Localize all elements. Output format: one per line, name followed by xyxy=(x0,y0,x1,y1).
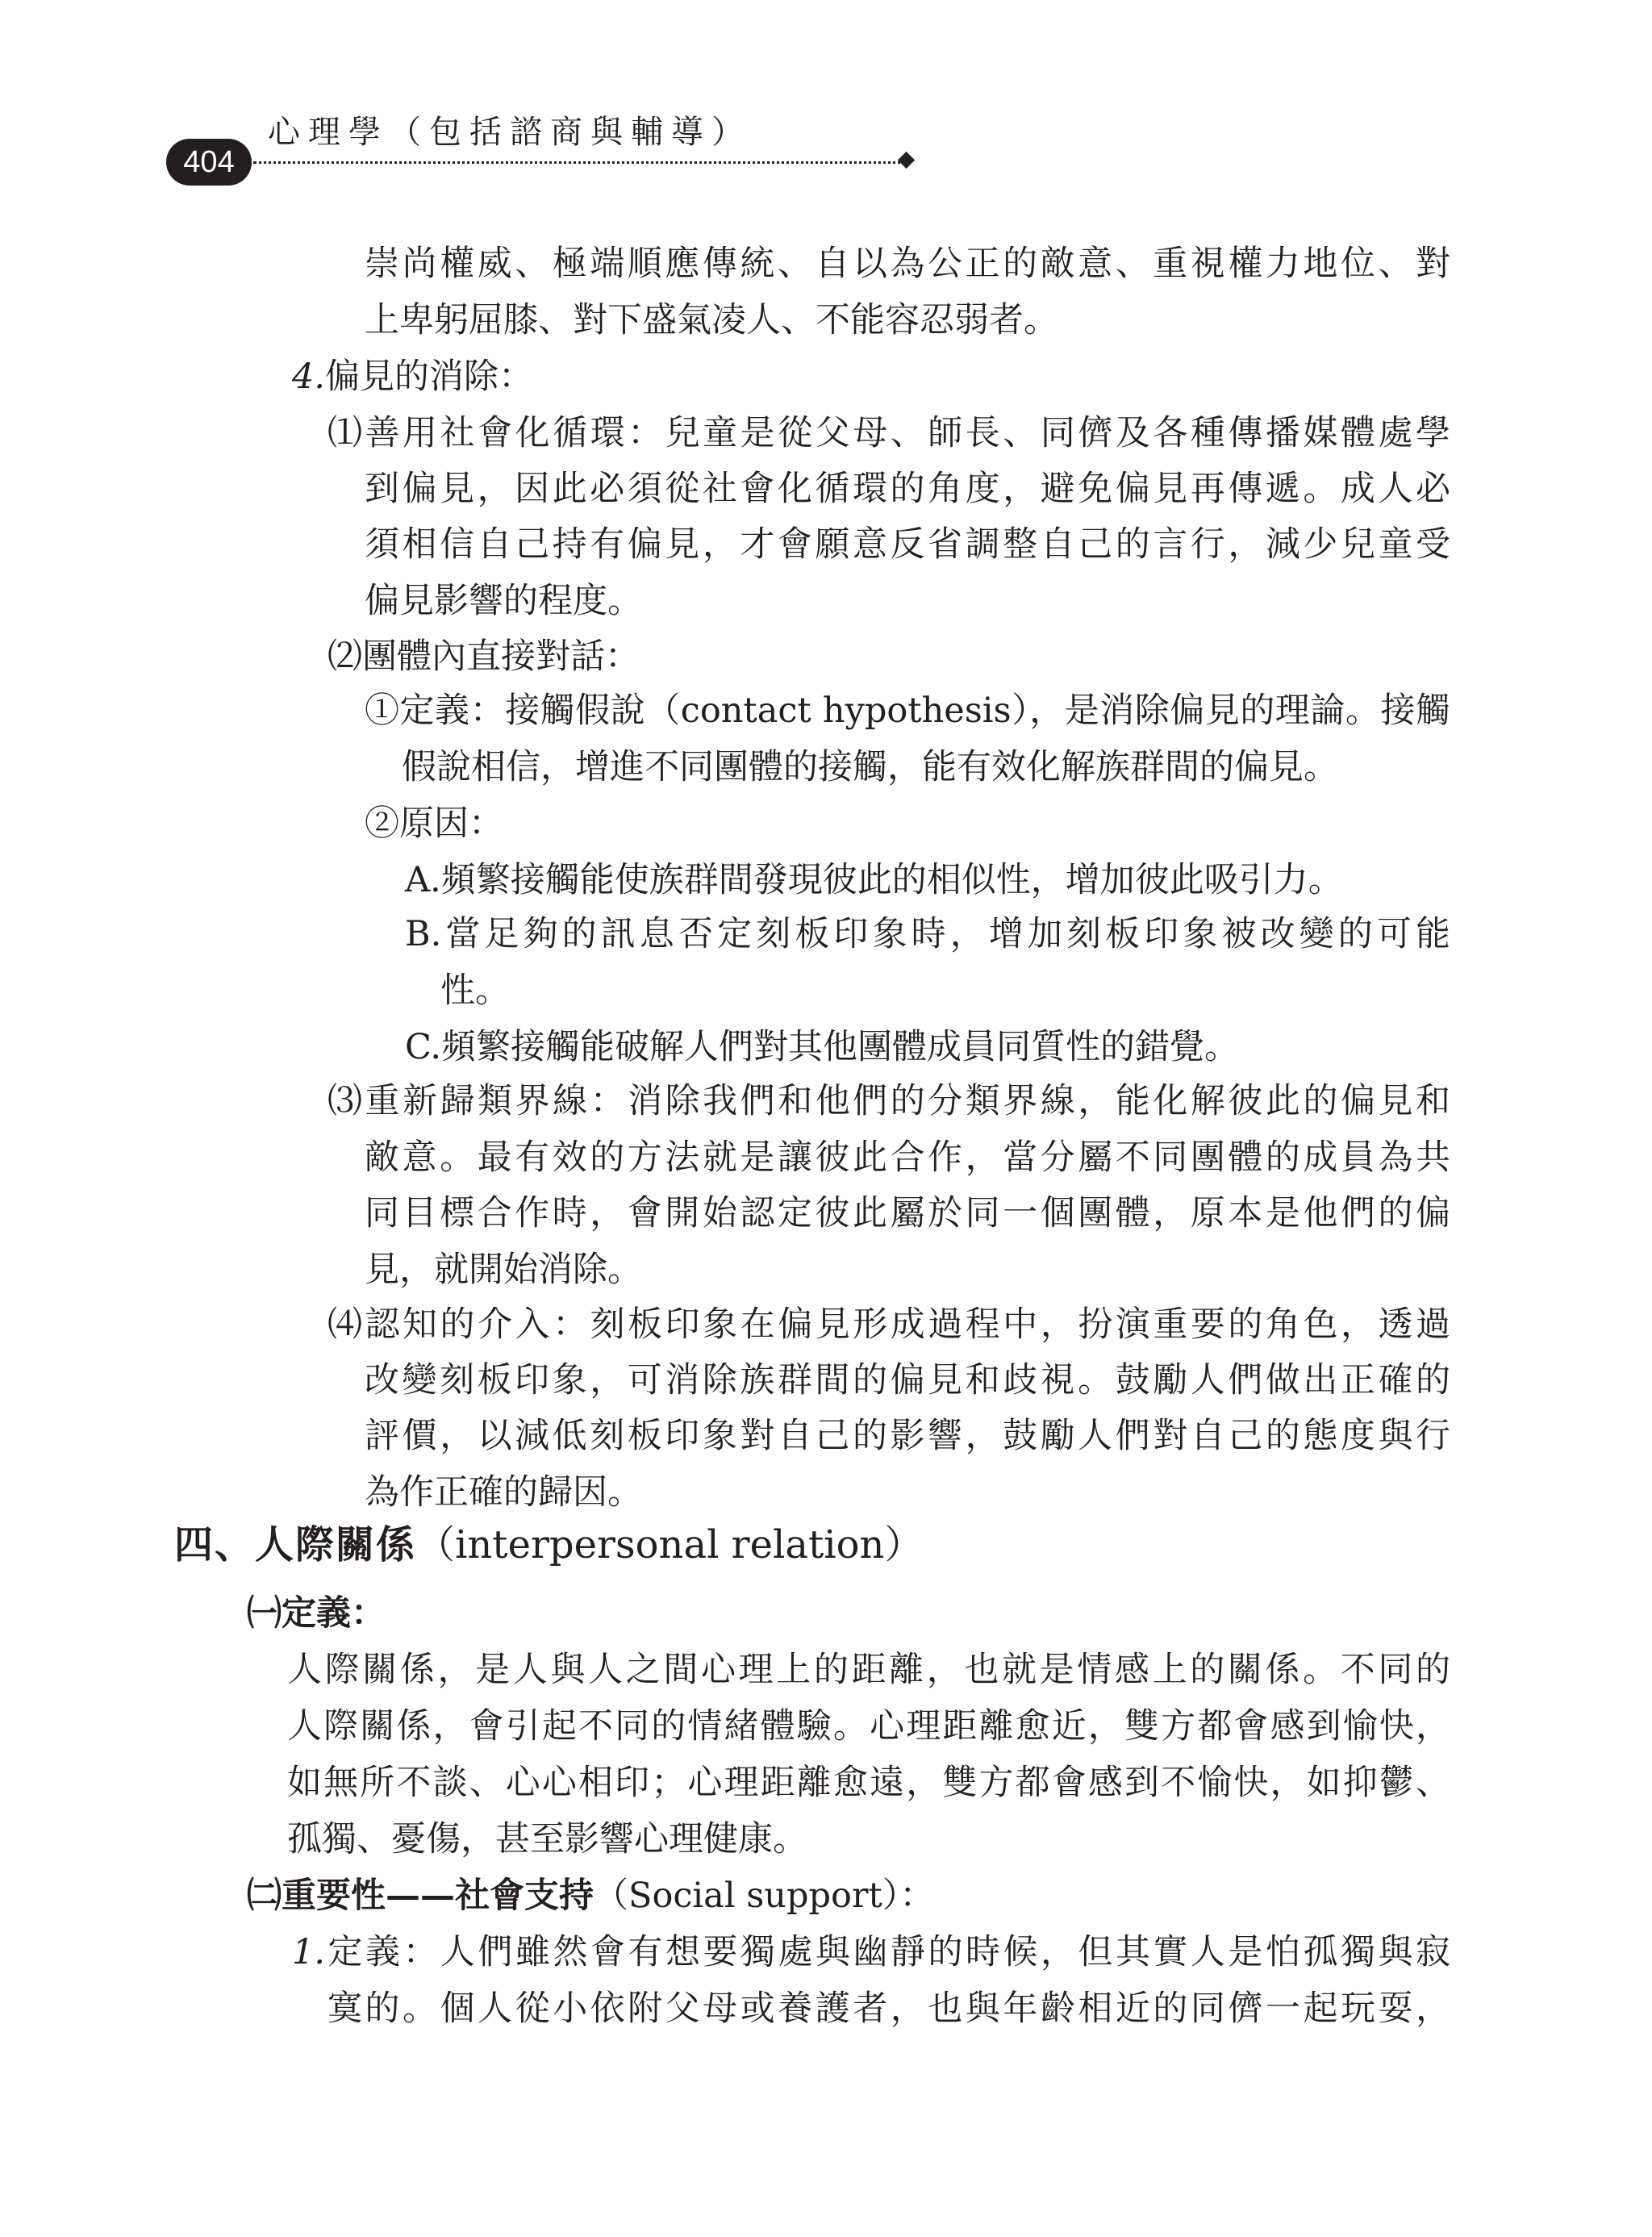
text-line: 偏見影響的程度。 xyxy=(365,581,642,621)
paragraph-line: 寞的。個人從小依附父母或養護者，也與年齡相近的同儕一起玩耍， xyxy=(327,1989,1450,2029)
subsection-heading xyxy=(247,1872,934,1920)
page-number-badge: 404 xyxy=(166,139,252,186)
text-line: 崇尚權威、極端順應傳統、自以為公正的敵意、重視權力地位、對 xyxy=(365,244,1450,284)
section-title-en: （interpersonal relation） xyxy=(416,1522,924,1567)
list-heading-text: 偏見的消除： xyxy=(325,357,534,397)
section-title-zh: 四、人際關係 xyxy=(174,1522,417,1567)
text-line: 評價，以減低刻板印象對自己的影響，鼓勵人們對自己的態度與行 xyxy=(365,1416,1450,1456)
list-item-text: 定義：人們雖然會有想要獨處與幽靜的時候，但其實人是怕孤獨與寂 xyxy=(325,1932,1450,1972)
paragraph-line: 孤獨、憂傷，甚至影響心理健康。 xyxy=(287,1819,807,1859)
list-number: 4. xyxy=(292,357,326,397)
page-header xyxy=(166,106,763,187)
text-line: ②原因： xyxy=(365,803,503,844)
text-line: 同目標合作時，會開始認定彼此屬於同一個團體，原本是他們的偏 xyxy=(365,1193,1450,1233)
subsection-heading-en: （Social support）： xyxy=(594,1876,935,1916)
text-line: ①定義：接觸假說（contact hypothesis），是消除偏見的理論。接觸 xyxy=(365,691,1450,731)
text-line: ⑶重新歸類界線：消除我們和他們的分類界線，能化解彼此的偏見和 xyxy=(327,1081,1450,1121)
diamond-icon xyxy=(898,152,915,169)
paragraph-line: 如無所不談、心心相印；心理距離愈遠，雙方都會感到不愉快，如抑鬱、 xyxy=(287,1763,1450,1803)
text-line: ⑷認知的介入：刻板印象在偏見形成過程中，扮演重要的角色，透過 xyxy=(327,1304,1450,1345)
subsection-heading: ㈠定義： xyxy=(247,1593,386,1634)
text-line: 敵意。最有效的方法就是讓彼此合作，當分屬不同團體的成員為共 xyxy=(365,1137,1450,1178)
text-line: A.頻繁接觸能使族群間發現彼此的相似性，增加彼此吸引力。 xyxy=(405,860,1343,900)
text-line: 到偏見，因此必須從社會化循環的角度，避免偏見再傳遞。成人必 xyxy=(365,469,1450,509)
paragraph-line: 人際關係，會引起不同的情緒體驗。心理距離愈近，雙方都會感到愉快， xyxy=(287,1706,1450,1747)
subsection-heading-zh: ㈡重要性——社會支持 xyxy=(247,1876,594,1916)
text-line: 為作正確的歸因。 xyxy=(365,1472,642,1513)
text-line: ⑵團體內直接對話： xyxy=(327,636,640,677)
text-line: 性。 xyxy=(440,970,510,1011)
text-line: B.當足夠的訊息否定刻板印象時，增加刻板印象被改變的可能 xyxy=(405,914,1450,954)
text-line: 須相信自己持有偏見，才會願意反省調整自己的言行，減少兒童受 xyxy=(365,524,1450,565)
text-line: 改變刻板印象，可消除族群間的偏見和歧視。鼓勵人們做出正確的 xyxy=(365,1360,1450,1400)
text-line: ⑴善用社會化循環：兒童是從父母、師長、同儕及各種傳播媒體處學 xyxy=(327,413,1450,453)
text-line: 見，就開始消除。 xyxy=(365,1250,642,1290)
section-heading xyxy=(174,1517,923,1573)
text-line: 上卑躬屈膝、對下盛氣凌人、不能容忍弱者。 xyxy=(365,300,1058,340)
book-title: 心理學（包括諮商與輔導） xyxy=(268,114,752,151)
text-line: C.頻繁接觸能破解人們對其他團體成員同質性的錯覺。 xyxy=(405,1027,1240,1067)
list-number: 1. xyxy=(292,1932,326,1972)
list-item xyxy=(292,1928,1450,1976)
text-line: 假說相信，增進不同團體的接觸，能有效化解族群間的偏見。 xyxy=(402,747,1338,787)
dotted-rule xyxy=(253,161,907,164)
list-item-heading xyxy=(292,353,533,401)
paragraph-line: 人際關係，是人與人之間心理上的距離，也就是情感上的關係。不同的 xyxy=(287,1650,1450,1690)
